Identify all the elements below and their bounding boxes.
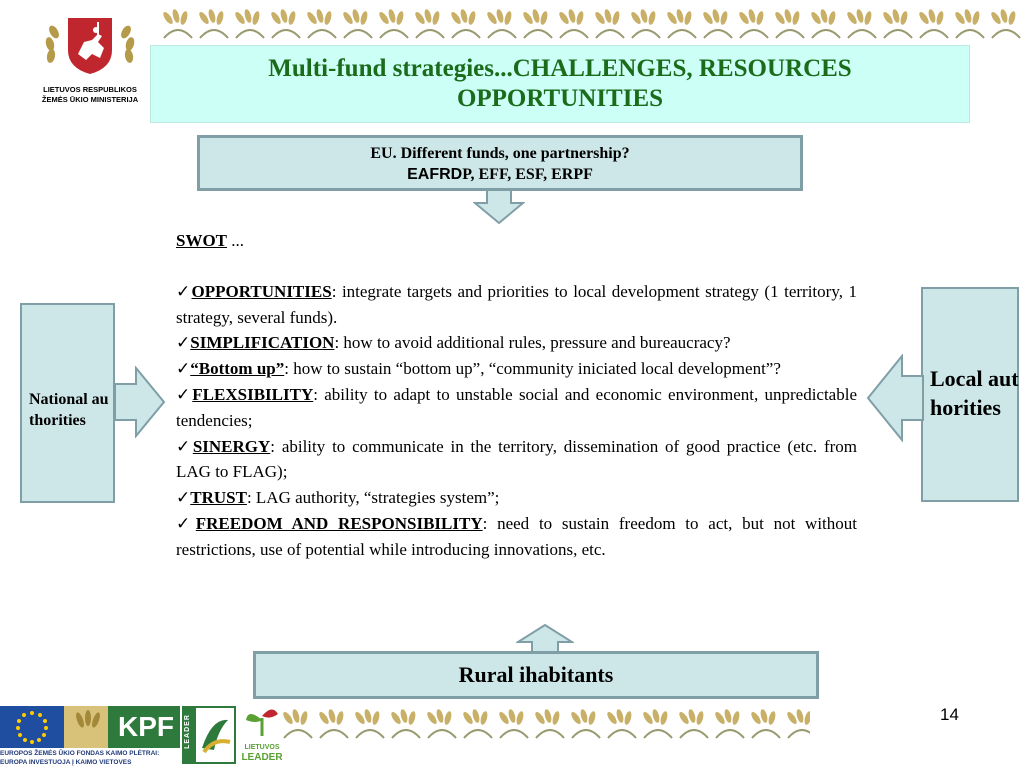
check-icon: ✓ bbox=[176, 513, 196, 533]
bullet-text: : LAG authority, “strategies system”; bbox=[246, 488, 500, 508]
down-arrow-icon bbox=[473, 189, 525, 225]
check-icon: ✓ bbox=[176, 281, 192, 301]
check-icon: ✓ bbox=[176, 384, 193, 404]
up-arrow-icon bbox=[516, 624, 574, 654]
swot-suffix: ... bbox=[227, 231, 245, 250]
lietuvos-leader-logo bbox=[240, 704, 284, 768]
bullet-keyword: TRUST bbox=[190, 488, 247, 508]
page-number: 14 bbox=[940, 705, 959, 724]
check-icon: ✓ bbox=[176, 359, 191, 379]
leader-vertical-text: LEADER bbox=[183, 714, 191, 749]
bullet-item bbox=[176, 382, 857, 434]
bullet-text: : how to sustain “bottom up”, “community iniciated local development”? bbox=[284, 359, 781, 379]
left-arrow-icon bbox=[866, 354, 924, 442]
right-arrow-icon bbox=[114, 366, 166, 438]
bullet-keyword: FREEDOM AND RESPONSIBILITY bbox=[195, 513, 483, 533]
funds-box bbox=[197, 135, 803, 191]
funds-eafrd: EAFRD bbox=[407, 166, 463, 183]
bottom-wheat-border bbox=[280, 706, 810, 740]
ministry-logo bbox=[40, 14, 140, 104]
bullet-text: : integrate targets and priorities to local development strategy (1 territory, 1 strategy, several funds). bbox=[176, 281, 857, 327]
title-banner bbox=[150, 45, 970, 123]
eu-fund-logo bbox=[0, 706, 180, 768]
check-icon: ✓ bbox=[176, 333, 191, 353]
national-authorities-label: National authorities bbox=[29, 391, 109, 429]
lt-leader-line2: LEADER bbox=[241, 752, 283, 763]
bullet-keyword: “Bottom up” bbox=[190, 359, 285, 379]
bullet-keyword: OPPORTUNITIES bbox=[191, 281, 332, 301]
swot-heading bbox=[176, 228, 857, 254]
lt-leader-line1: LIETUVOS bbox=[244, 744, 280, 751]
funds-rest: P, EFF, ESF, ERPF bbox=[462, 166, 593, 183]
eu-fund-text-line2: EUROPA INVESTUOJA Į KAIMO VIETOVES bbox=[0, 759, 132, 766]
bullet-item bbox=[176, 330, 857, 356]
swot-content bbox=[176, 228, 857, 563]
leader-emblem-icon bbox=[184, 708, 234, 762]
leader-logo bbox=[182, 706, 236, 764]
bullet-item bbox=[176, 279, 857, 331]
rural-inhabitants-label: Rural ihabitants bbox=[458, 662, 614, 687]
coat-of-arms-icon bbox=[40, 14, 140, 76]
bullet-item bbox=[176, 434, 857, 486]
check-icon: ✓ bbox=[176, 488, 191, 508]
eu-fund-text-line1: EUROPOS ŽEMĖS ŪKIO FONDAS KAIMO PLĖTRAI: bbox=[0, 750, 160, 757]
bullet-text: : how to avoid additional rules, pressure and bureaucracy? bbox=[334, 333, 731, 353]
ministry-name-line1: LIETUVOS RESPUBLIKOS bbox=[43, 85, 137, 94]
funds-line1: EU. Different funds, one partnership? bbox=[370, 145, 630, 162]
bullet-item bbox=[176, 485, 857, 511]
bullet-text: : need to sustain freedom to act, but not without restrictions, use of potential while introducing innovations, etc. bbox=[176, 513, 858, 559]
bullet-text: : ability to communicate in the territory, dissemination of good practice (etc. from LAG to FLAG); bbox=[176, 436, 857, 482]
top-wheat-border bbox=[160, 8, 1024, 42]
funds-line2 bbox=[200, 164, 800, 185]
kpf-logo: KPF bbox=[118, 711, 174, 742]
rural-inhabitants-box bbox=[253, 651, 819, 699]
bullet-item bbox=[176, 511, 857, 563]
bullet-keyword: SINERGY bbox=[192, 436, 271, 456]
ministry-name-line2: ŽEMĖS ŪKIO MINISTERIJA bbox=[41, 95, 139, 104]
local-authorities-label: Local authorities bbox=[930, 366, 1019, 420]
bullet-keyword: FLEXSIBILITY bbox=[192, 384, 314, 404]
bullet-text: : ability to adapt to unstable social and economic environment, unpredictable tendencies; bbox=[176, 384, 857, 430]
bullet-keyword: SIMPLIFICATION bbox=[190, 333, 335, 353]
title-line2: OPPORTUNITIES bbox=[456, 85, 664, 112]
bullet-item bbox=[176, 356, 857, 382]
check-icon: ✓ bbox=[176, 436, 193, 456]
title-line1: Multi-fund strategies...CHALLENGES, RESOURCES bbox=[268, 55, 852, 82]
sprout-icon bbox=[240, 704, 284, 738]
swot-label: SWOT bbox=[176, 231, 228, 250]
